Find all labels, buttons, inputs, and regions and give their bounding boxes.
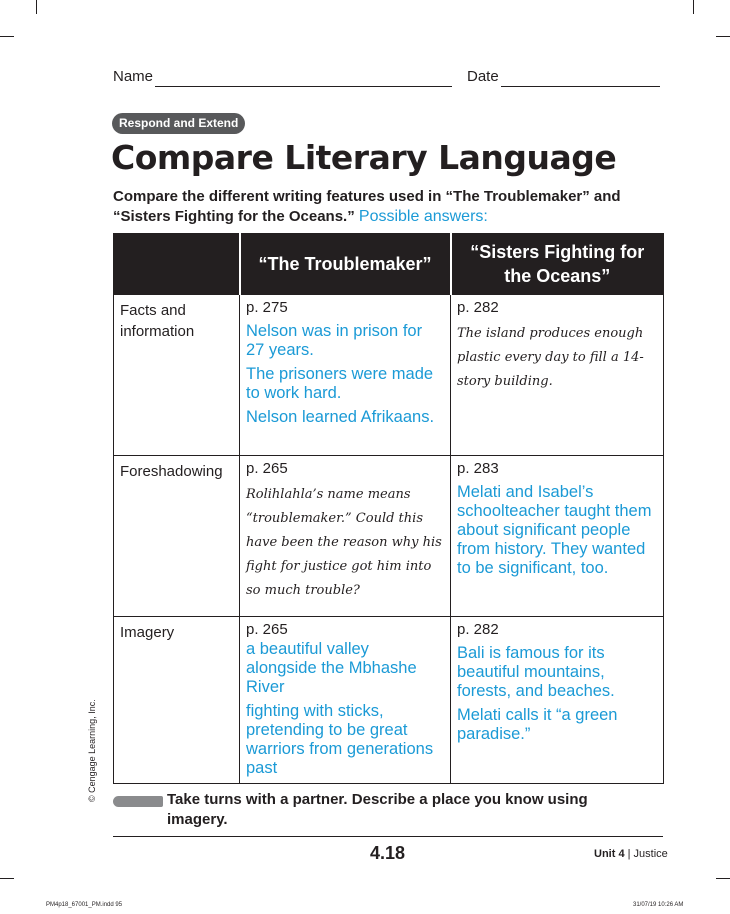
table-row-facts: [114, 295, 664, 456]
answer-text: The prisoners were made to work hard.: [246, 365, 434, 402]
name-field[interactable]: [155, 86, 452, 87]
file-slug: PM4p18_67001_PM.indd 95: [46, 902, 123, 908]
page-title: Compare Literary Language: [111, 138, 617, 177]
pencil-icon: [113, 796, 163, 807]
partner-prompt: Take turns with a partner. Describe a place you know using imagery.: [167, 791, 588, 828]
row-label: Imagery: [114, 617, 240, 784]
page-ref: p. 275: [246, 299, 288, 316]
foreshadowing-troublemaker-cell[interactable]: [240, 456, 451, 617]
date-label: Date: [467, 68, 499, 85]
unit-label: [594, 848, 668, 860]
date-field[interactable]: [501, 86, 660, 87]
page-ref: p. 283: [457, 460, 499, 477]
comparison-table: [113, 233, 664, 784]
table-row-imagery: [114, 617, 664, 784]
unit-number: Unit 4: [594, 848, 625, 860]
crop-mark: [716, 878, 730, 879]
footer-divider: [113, 836, 663, 837]
answer-text: Nelson was in prison for 27 years.: [246, 322, 423, 359]
handwritten-answer: The island produces enough plastic every day to fill a 14-story building.: [457, 326, 644, 389]
row-label: Facts and information: [114, 295, 240, 456]
handwritten-answer: Rolihlahla’s name means “troublemaker.” Could this have been the reason why his fight for justice got him into so much trouble?: [246, 487, 442, 598]
crop-mark: [0, 36, 14, 37]
crop-mark: [716, 36, 730, 37]
answer-text: Melati calls it “a green paradise.”: [457, 706, 618, 743]
instructions: [113, 187, 633, 227]
unit-separator: |: [627, 848, 631, 860]
table-row-foreshadowing: [114, 456, 664, 617]
answer-note: Possible answers:: [358, 208, 488, 225]
page-ref: p. 265: [246, 621, 288, 638]
name-label: Name: [113, 68, 154, 85]
crop-mark: [36, 0, 37, 14]
answer-text: a beautiful valley alongside the Mbhashe River: [246, 640, 417, 696]
header-troublemaker: “The Troublemaker”: [240, 234, 451, 295]
date-slug: 31/07/19 10:26 AM: [633, 902, 684, 908]
answer-text: Melati and Isabel’s schoolteacher taught them about significant people from history. They wanted to be significant, too.: [457, 483, 652, 577]
row-label: Foreshadowing: [114, 456, 240, 617]
crop-mark: [0, 878, 14, 879]
header-empty: [114, 234, 240, 295]
instructions-text: Compare the different writing features used in “The Troublemaker” and “Sisters Fighting for the Oceans.”: [113, 188, 621, 225]
page-ref: p. 265: [246, 460, 288, 477]
unit-topic: Justice: [633, 848, 668, 860]
table-header-row: [114, 234, 664, 295]
copyright-notice: © Cengage Learning, Inc.: [87, 699, 97, 802]
answer-text: Nelson learned Afrikaans.: [246, 408, 435, 426]
imagery-sisters-cell[interactable]: [451, 617, 664, 784]
header-sisters: “Sisters Fighting for the Oceans”: [451, 234, 664, 295]
facts-troublemaker-cell[interactable]: [240, 295, 451, 456]
facts-sisters-cell[interactable]: [451, 295, 664, 456]
page-ref: p. 282: [457, 299, 499, 316]
imagery-troublemaker-cell[interactable]: [240, 617, 451, 784]
answer-text: fighting with sticks, pretending to be great warriors from generations past: [246, 702, 434, 777]
page-number: 4.18: [370, 843, 406, 863]
page-ref: p. 282: [457, 621, 499, 638]
answer-text: Bali is famous for its beautiful mountains, forests, and beaches.: [457, 644, 615, 700]
foreshadowing-sisters-cell[interactable]: [451, 456, 664, 617]
crop-mark: [693, 0, 694, 14]
section-badge: Respond and Extend: [112, 113, 245, 134]
